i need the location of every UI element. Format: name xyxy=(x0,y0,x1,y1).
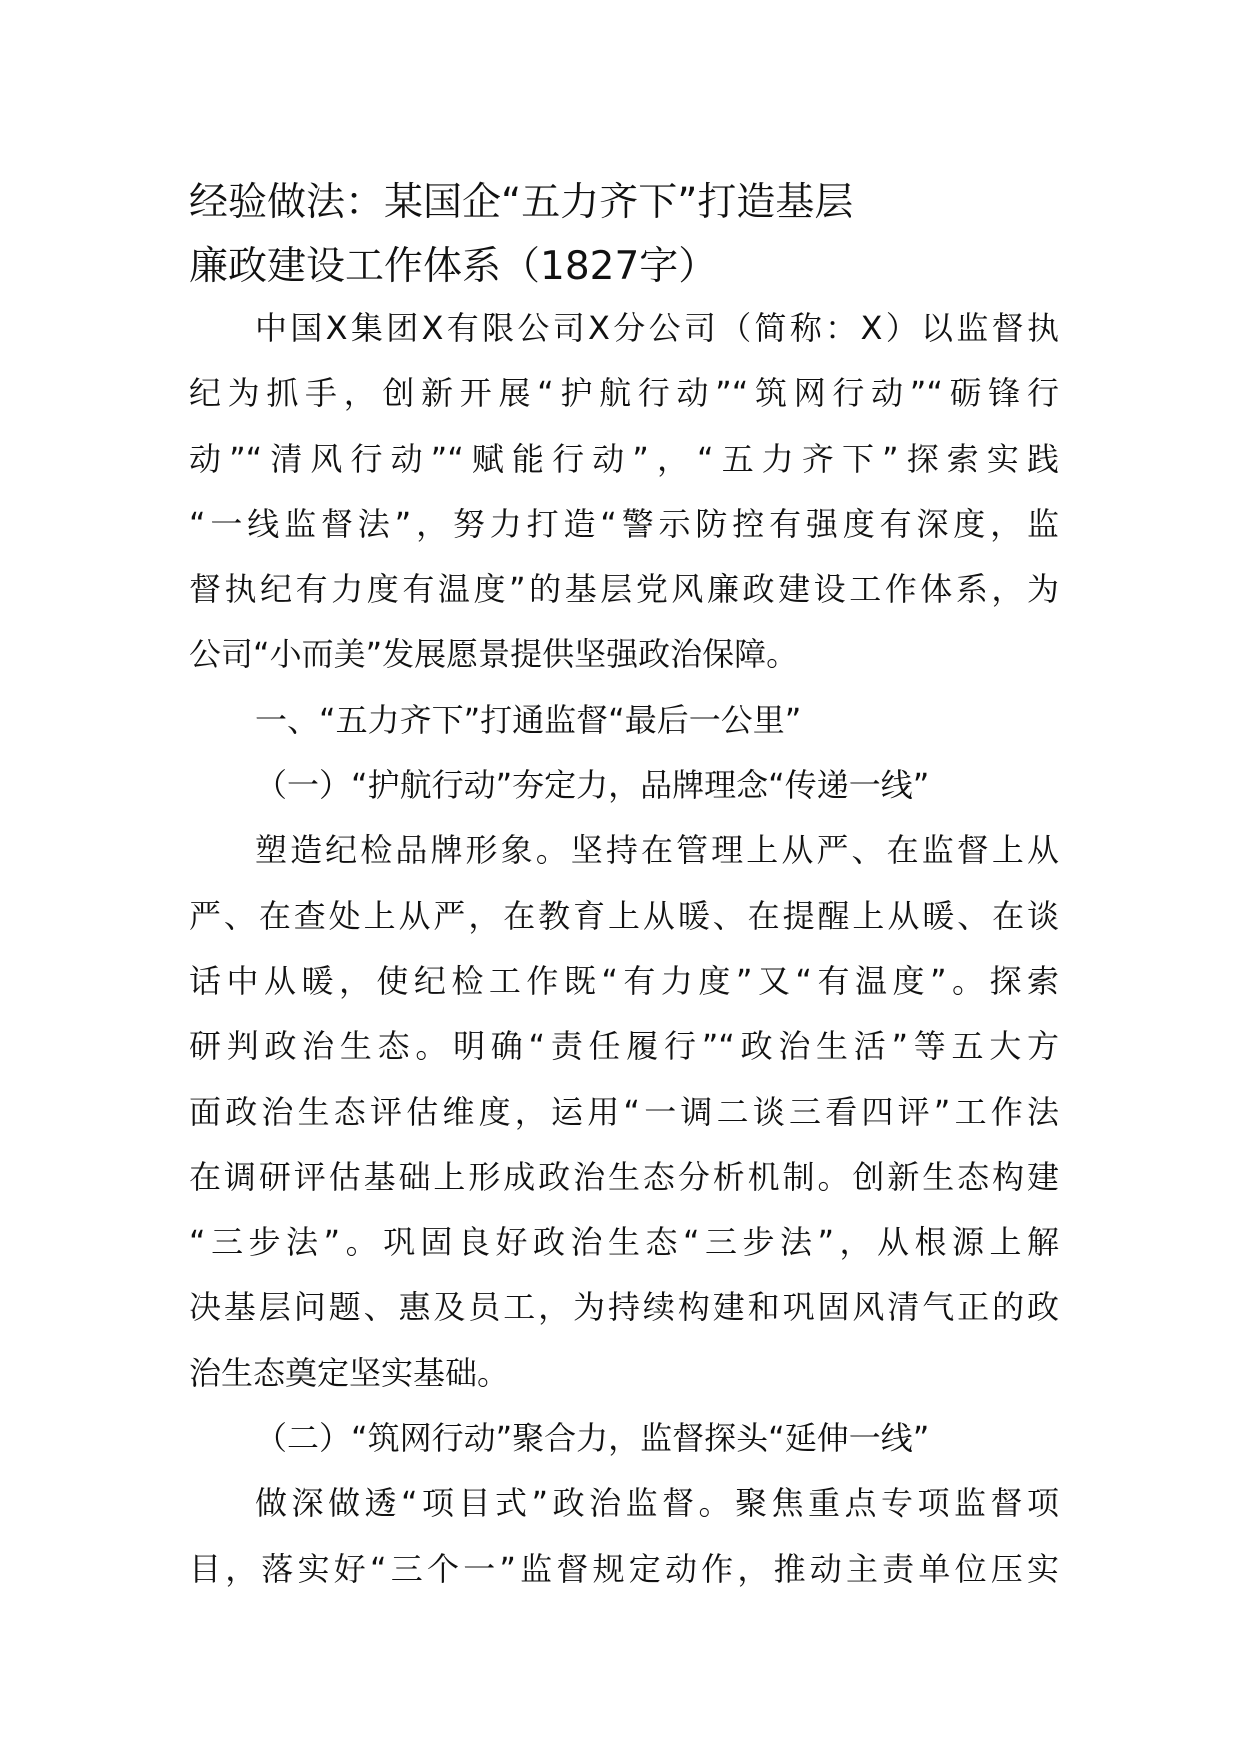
text-line: 纪为抓手，创新开展“护航行动”“筑网行动”“砺锋行 xyxy=(189,374,1059,413)
text-line: 督执纪有力度有温度”的基层党风廉政建设工作体系，为 xyxy=(189,570,1059,609)
text-line: 面政治生态评估维度，运用“一调二谈三看四评”工作法 xyxy=(189,1092,1059,1131)
text-line: “一线监督法”，努力打造“警示防控有强度有深度，监 xyxy=(189,504,1059,543)
document-body xyxy=(189,296,1059,1602)
text-line: 目，落实好“三个一”监督规定动作，推动主责单位压实 xyxy=(189,1549,1059,1588)
text-line: 严、在查处上从严，在教育上从暖、在提醒上从暖、在谈 xyxy=(189,896,1059,935)
text-line: 塑造纪检品牌形象。坚持在管理上从严、在监督上从 xyxy=(255,831,1059,870)
title-line: 廉政建设工作体系（1827字） xyxy=(189,244,718,289)
text-line: （一）“护航行动”夯定力，品牌理念“传递一线” xyxy=(255,766,930,805)
text-line: 公司“小而美”发展愿景提供坚强政治保障。 xyxy=(189,635,799,674)
text-line: 做深做透“项目式”政治监督。聚焦重点专项监督项 xyxy=(255,1484,1059,1523)
text-line: 研判政治生态。明确“责任履行”“政治生活”等五大方 xyxy=(189,1027,1059,1066)
title-line: 经验做法：某国企“五力齐下”打造基层 xyxy=(189,180,854,225)
text-line: 中国X集团X有限公司X分公司（简称：X）以监督执 xyxy=(255,309,1059,347)
text-line: 治生态奠定坚实基础。 xyxy=(189,1353,510,1392)
document-title xyxy=(189,171,1059,299)
text-line: 在调研评估基础上形成政治生态分析机制。创新生态构建 xyxy=(189,1157,1059,1196)
text-line: 决基层问题、惠及员工，为持续构建和巩固风清气正的政 xyxy=(189,1288,1059,1327)
text-line: “三步法”。巩固良好政治生态“三步法”，从根源上解 xyxy=(189,1223,1059,1262)
text-line: 动”“清风行动”“赋能行动”，“五力齐下”探索实践 xyxy=(189,439,1059,478)
text-line: 一、“五力齐下”打通监督“最后一公里” xyxy=(255,700,802,739)
text-line: （二）“筑网行动”聚合力，监督探头“延伸一线” xyxy=(255,1419,930,1458)
text-line: 话中从暖，使纪检工作既“有力度”又“有温度”。探索 xyxy=(189,961,1059,1000)
